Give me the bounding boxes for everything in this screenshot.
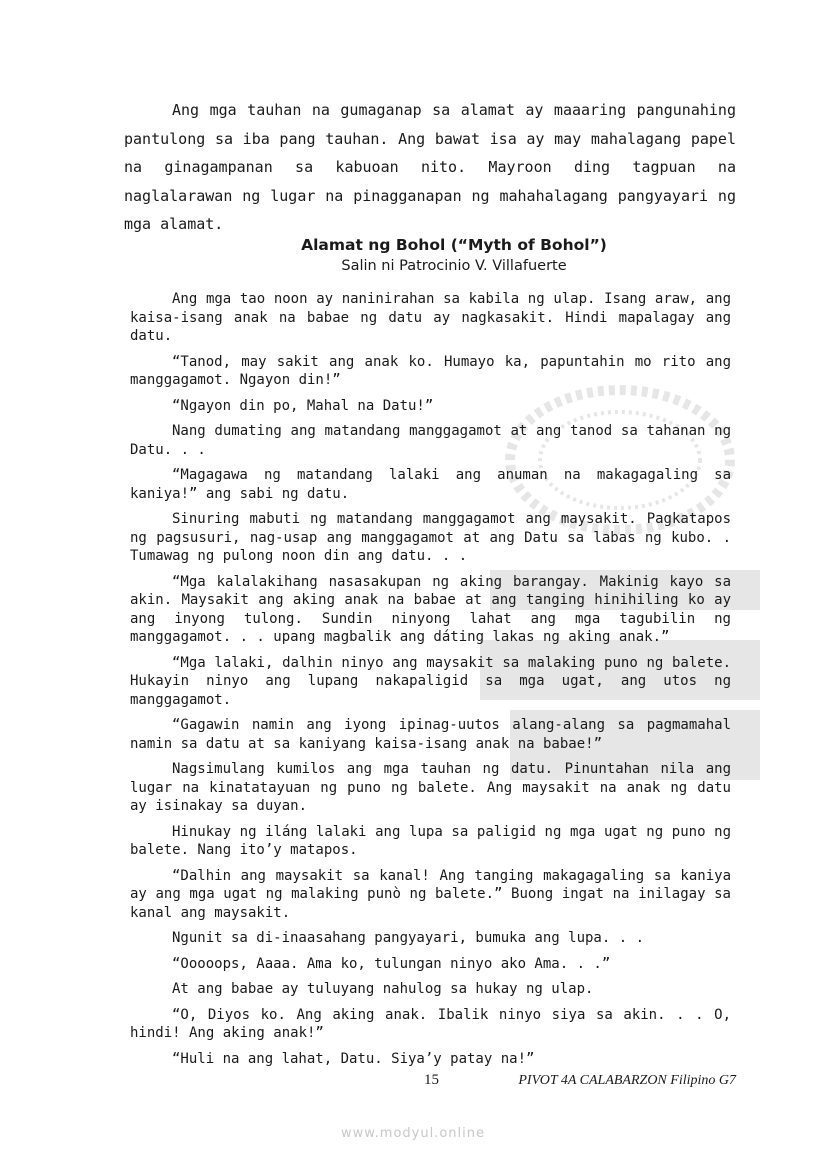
story-paragraph: “Mga lalaki, dalhin ninyo ang maysakit sa malaking puno ng balete. Hukayin ninyo ang lupang nakapaligid sa mga ugat, ang utos ng manggagamot. [130,654,731,708]
intro-text: Ang mga tauhan na gumaganap sa alamat ay maaaring pangunahing pantulong sa iba pang tauhan. Ang bawat isa ay may mahalagang papel na ginagampanan sa kabuoan nito. Mayroon ding tagpuan na naglalarawan ng lugar na pinagganapan ng mahahalagang pangyayari ng mga alamat. [124,101,736,233]
story-paragraph: Nagsimulang kumilos ang mga tauhan ng datu. Pinuntahan nila ang lugar na kinatatayuan ng puno ng balete. Ang maysakit na anak ng datu ay isinakay sa duyan. [130,761,731,814]
story-paragraph: “Mga kalalakihang nasasakupan ng aking barangay. Makinig kayo sa akin. Maysakit ang aking anak na babae at ang tanging hinihiling ko ay ang inyong tulong. Sundin ninyong lahat ang mga tagubilin ng manggagamot. . . upang magbalik ang dáting lakas ng aking anak.” [130,573,731,645]
story-paragraph: “Ooooops, Aaaa. Ama ko, tulungan ninyo ako Ama. . .” [172,955,611,972]
story-paragraph: “Dalhin ang maysakit sa kanal! Ang tanging makagagaling sa kaniya ay ang mga ugat ng malaking punò ng balete.” Buong ingat na inilagay sa kanal ang maysakit. [130,867,731,921]
story-paragraph: “Magagawa ng matandang lalaki ang anuman na makagagaling sa kaniya!” ang sabi ng datu. [130,467,731,502]
story-paragraph: Ngunit sa di-inaasahang pangyayari, bumuka ang lupa. . . [172,930,645,946]
page-number: 15 [424,1072,439,1088]
story-paragraph: “Huli na ang lahat, Datu. Siya’y patay na!” [172,1050,535,1067]
site-watermark: www.modyul.online [340,1126,486,1141]
story-subtitle: Salin ni Patrocinio V. Villafuerte [341,258,567,274]
intro-paragraph [124,96,736,239]
story-paragraph: “Ngayon din po, Mahal na Datu!” [172,397,434,414]
footer-label: PIVOT 4A CALABARZON Filipino G7 [518,1073,736,1088]
page-footer [0,1072,826,1094]
story-paragraph: “Tanod, may sakit ang anak ko. Humayo ka, papuntahin mo rito ang manggagamot. Ngayon din!” [130,353,731,388]
story-body [130,290,731,1075]
story-paragraph: Sinuring mabuti ng matandang manggagamot ang maysakit. Pagkatapos ng pagsusuri, nag-usap ang manggagamot at ang Datu sa labas ng kubo. . Tumawag ng pulong noon din ang datu. . . [130,511,731,564]
story-paragraph: “Gagawin namin ang iyong ipinag-uutos alang-alang sa pagmamahal namin sa datu at sa kaniyang kaisa-isang anak na babae!” [130,717,731,752]
story-paragraph: Nang dumating ang matandang manggagamot at ang tanod sa tahanan ng Datu. . . [130,423,731,458]
story-paragraph: At ang babae ay tuluyang nahulog sa hukay ng ulap. [172,981,594,997]
story-title: Alamat ng Bohol (“Myth of Bohol”) [301,236,607,254]
story-paragraph: “O, Diyos ko. Ang aking anak. Ibalik ninyo siya sa akin. . . O, hindi! Ang aking anak!” [130,1006,731,1041]
story-heading [124,234,784,276]
story-paragraph: Ang mga tao noon ay naninirahan sa kabila ng ulap. Isang araw, ang kaisa-isang anak na babae ng datu ay nagkasakit. Hindi mapalagay ang datu. [130,291,731,344]
story-paragraph: Hinukay ng iláng lalaki ang lupa sa paligid ng mga ugat ng puno ng balete. Nang ito’y matapos. [130,823,731,858]
